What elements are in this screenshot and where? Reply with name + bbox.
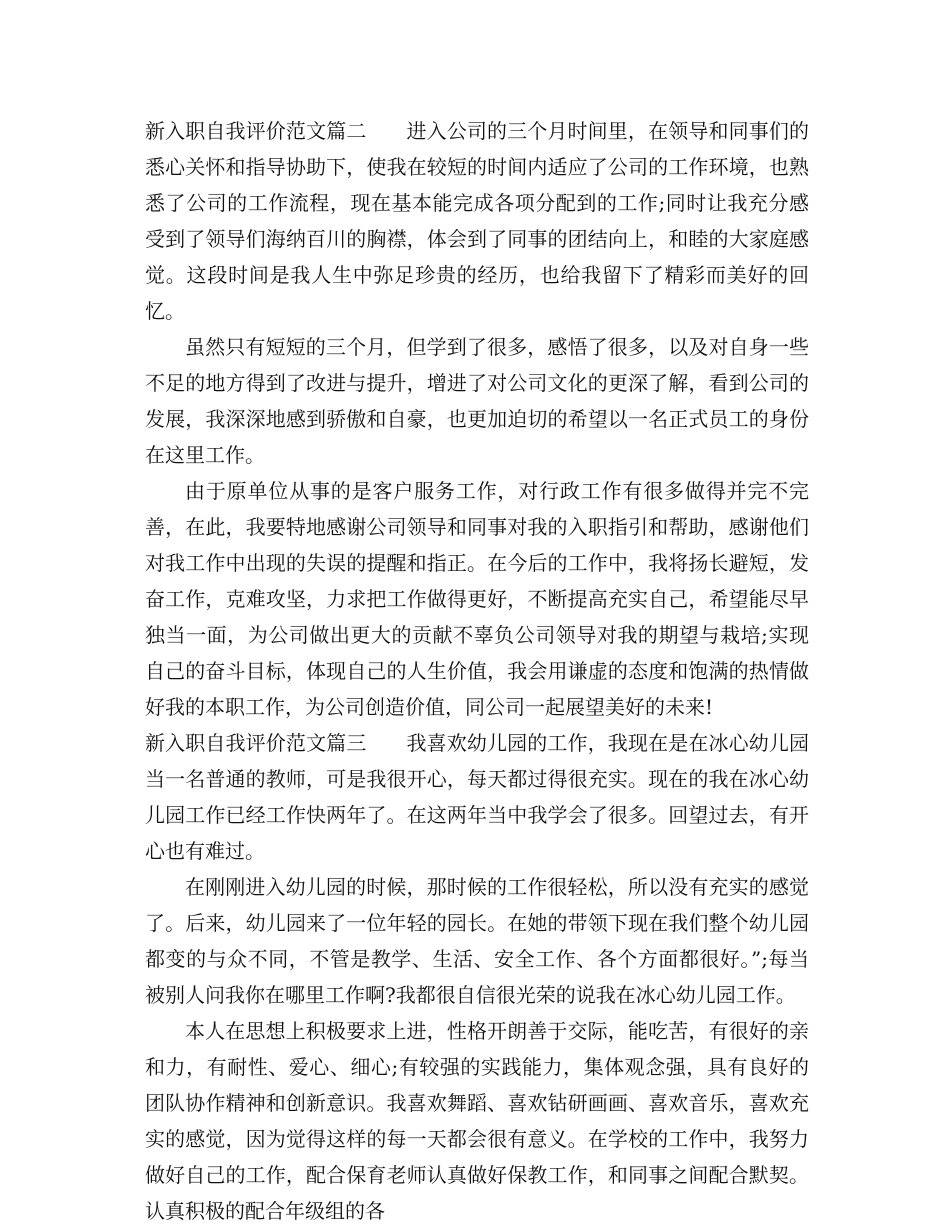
section-three-heading: 新入职自我评价范文篇三 — [145, 731, 367, 755]
section-two-intro — [145, 113, 809, 329]
section-three-paragraph-2: 本人在思想上积极要求上进，性格开朗善于交际，能吃苦，有很好的亲和力，有耐性、爱心、细心;有较强的实践能力，集体观念强，具有良好的团队协作精神和创新意识。我喜欢舞蹈、喜欢钻研画画、喜欢音乐，喜欢充实的感觉，因为觉得这样的每一天都会很有意义。在学校的工作中，我努力做好自己的工作，配合保育老师认真做好保教工作，和同事之间配合默契。认真积极的配合年级组的各 — [145, 1019, 809, 1223]
section-two-paragraph-2: 由于原单位从事的是客户服务工作，对行政工作有很多做得并完不完善，在此，我要特地感谢公司领导和同事对我的入职指引和帮助，感谢他们对我工作中出现的失误的提醒和指正。在今后的工作中，我将扬长避短，发奋工作，克难攻坚，力求把工作做得更好，不断提高充实自己，希望能尽早独当一面，为公司做出更大的贡献不辜负公司领导对我的期望与栽培;实现自己的奋斗目标，体现自己的人生价值，我会用谦虚的态度和饱满的热情做好我的本职工作，为公司创造价值，同公司一起展望美好的未来! — [145, 479, 809, 719]
section-three-intro — [145, 725, 809, 869]
document-body — [145, 113, 809, 1229]
section-two-paragraph-1: 虽然只有短短的三个月，但学到了很多，感悟了很多，以及对自身一些不足的地方得到了改进与提升，增进了对公司文化的更深了解，看到公司的发展，我深深地感到骄傲和自豪，也更加迫切的希望以一名正式员工的身份在这里工作。 — [145, 335, 809, 467]
section-three-paragraph-1: 在刚刚进入幼儿园的时候，那时候的工作很轻松，所以没有充实的感觉了。后来，幼儿园来了一位年轻的园长。在她的带领下现在我们整个幼儿园都变的与众不同，不管是教学、生活、安全工作、各个方面都很好。”;每当被别人问我你在哪里工作啊?我都很自信很光荣的说我在冰心幼儿园工作。 — [145, 875, 809, 1007]
section-two-heading: 新入职自我评价范文篇二 — [145, 119, 367, 143]
section-two-first-paragraph: 进入公司的三个月时间里，在领导和同事们的悉心关怀和指导协助下，使我在较短的时间内适应了公司的工作环境，也熟悉了公司的工作流程，现在基本能完成各项分配到的工作;同时让我充分感受到了领导们海纳百川的胸襟，体会到了同事的团结向上，和睦的大家庭感觉。这段时间是我人生中弥足珍贵的经历，也给我留下了精彩而美好的回忆。 — [145, 119, 810, 323]
section-three-first-paragraph: 我喜欢幼儿园的工作，我现在是在冰心幼儿园当一名普通的教师，可是我很开心，每天都过得很充实。现在的我在冰心幼儿园工作已经工作快两年了。在这两年当中我学会了很多。回望过去，有开心也有难过。 — [145, 731, 810, 863]
